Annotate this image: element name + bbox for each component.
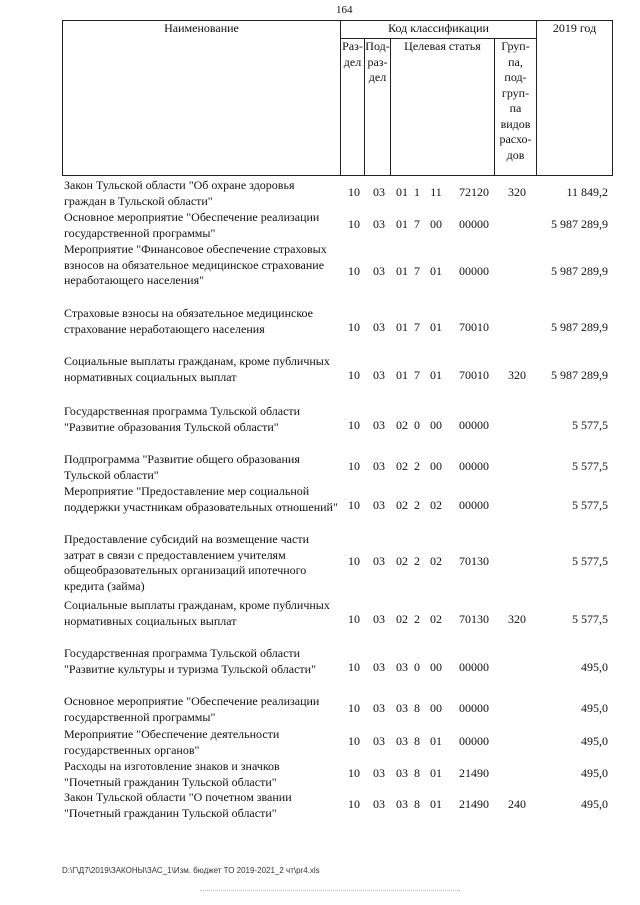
row-name: Страховые взносы на обязательное медицинское страхование неработающего населения [64, 306, 314, 336]
row-podrazdel: 03 [373, 217, 385, 231]
row-target-d: 00000 [459, 498, 489, 512]
row-target-d: 70130 [459, 554, 489, 568]
row-target-a: 02 [396, 612, 408, 626]
row-name: Мероприятие "Предоставление мер социальной поддержки участникам образовательных отношений" [64, 484, 338, 514]
row-name: Основное мероприятие "Обеспечение реализации государственной программы" [64, 694, 320, 724]
row-value: 11 849,2 [566, 185, 608, 199]
row-target-c: 00 [430, 459, 442, 473]
row-podrazdel: 03 [373, 185, 385, 199]
row-target-b: 0 [414, 660, 420, 674]
row-name: Социальные выплаты гражданам, кроме публичных нормативных социальных выплат [64, 598, 330, 628]
row-target-b: 8 [414, 734, 420, 748]
row-razdel: 10 [348, 612, 360, 626]
row-name: Подпрограмма "Развитие общего образования Тульской области" [64, 452, 300, 482]
header-year: 2019 год [537, 21, 613, 176]
row-target-d: 21490 [459, 797, 489, 811]
row-value: 5 577,5 [572, 498, 608, 512]
row-target-c: 01 [430, 797, 442, 811]
row-target-c: 02 [430, 612, 442, 626]
row-name: Расходы на изготовление знаков и значков "Почетный гражданин Тульской области" [64, 759, 280, 789]
row-target-b: 2 [414, 554, 420, 568]
row-target-d: 00000 [459, 217, 489, 231]
row-razdel: 10 [348, 217, 360, 231]
row-target-b: 2 [414, 612, 420, 626]
row-target-a: 01 [396, 320, 408, 334]
row-target-d: 21490 [459, 766, 489, 780]
row-target-c: 02 [430, 498, 442, 512]
header-name: Наименование [63, 21, 341, 176]
row-target-b: 8 [414, 797, 420, 811]
row-value: 495,0 [581, 701, 608, 715]
row-value: 495,0 [581, 766, 608, 780]
row-target-b: 2 [414, 459, 420, 473]
header-group: Груп- па, под- груп- па видов расхо- дов [495, 39, 537, 176]
row-target-a: 02 [396, 459, 408, 473]
row-razdel: 10 [348, 368, 360, 382]
row-value: 5 987 289,9 [551, 320, 608, 334]
row-podrazdel: 03 [373, 766, 385, 780]
row-name: Предоставление субсидий на возмещение части затрат в связи с предоставлением учителям общеобразовательных организаций ипотечного кредита (займа) [64, 532, 309, 593]
row-razdel: 10 [348, 459, 360, 473]
row-target-d: 00000 [459, 734, 489, 748]
row-target-c: 01 [430, 320, 442, 334]
row-podrazdel: 03 [373, 797, 385, 811]
row-target-a: 01 [396, 185, 408, 199]
header-podrazdel: Под- раз- дел [365, 39, 391, 176]
row-target-a: 03 [396, 701, 408, 715]
row-target-d: 70130 [459, 612, 489, 626]
row-target-a: 03 [396, 734, 408, 748]
row-target-a: 02 [396, 498, 408, 512]
row-podrazdel: 03 [373, 498, 385, 512]
row-group: 320 [508, 612, 526, 626]
row-razdel: 10 [348, 498, 360, 512]
row-target-d: 00000 [459, 701, 489, 715]
row-target-d: 70010 [459, 320, 489, 334]
row-target-c: 02 [430, 554, 442, 568]
row-target-b: 2 [414, 498, 420, 512]
table-header [62, 20, 613, 176]
row-name: Социальные выплаты гражданам, кроме публичных нормативных социальных выплат [64, 354, 330, 384]
row-target-d: 72120 [459, 185, 489, 199]
row-value: 5 987 289,9 [551, 264, 608, 278]
row-podrazdel: 03 [373, 418, 385, 432]
row-podrazdel: 03 [373, 660, 385, 674]
row-podrazdel: 03 [373, 612, 385, 626]
row-razdel: 10 [348, 734, 360, 748]
row-razdel: 10 [348, 418, 360, 432]
row-value: 5 577,5 [572, 612, 608, 626]
row-razdel: 10 [348, 264, 360, 278]
row-value: 495,0 [581, 734, 608, 748]
row-target-d: 70010 [459, 368, 489, 382]
row-group: 320 [508, 185, 526, 199]
row-value: 5 577,5 [572, 418, 608, 432]
row-target-c: 00 [430, 701, 442, 715]
row-target-b: 7 [414, 368, 420, 382]
row-target-c: 01 [430, 264, 442, 278]
header-razdel: Раз- дел [341, 39, 365, 176]
row-target-a: 03 [396, 766, 408, 780]
row-target-b: 7 [414, 264, 420, 278]
row-target-a: 02 [396, 554, 408, 568]
row-value: 495,0 [581, 797, 608, 811]
row-target-b: 8 [414, 766, 420, 780]
row-name: Закон Тульской области "О почетном звании "Почетный гражданин Тульской области" [64, 790, 292, 820]
row-value: 5 577,5 [572, 554, 608, 568]
row-razdel: 10 [348, 766, 360, 780]
row-target-a: 03 [396, 660, 408, 674]
row-target-c: 01 [430, 368, 442, 382]
row-target-d: 00000 [459, 418, 489, 432]
row-value: 5 987 289,9 [551, 368, 608, 382]
row-target-a: 01 [396, 217, 408, 231]
row-group: 320 [508, 368, 526, 382]
row-value: 5 987 289,9 [551, 217, 608, 231]
row-value: 5 577,5 [572, 459, 608, 473]
row-target-b: 7 [414, 320, 420, 334]
row-name: Мероприятие "Финансовое обеспечение страховых взносов на обязательное медицинское страхование неработающего населения" [64, 242, 327, 287]
row-group: 240 [508, 797, 526, 811]
row-podrazdel: 03 [373, 734, 385, 748]
row-value: 495,0 [581, 660, 608, 674]
row-target-a: 02 [396, 418, 408, 432]
row-target-d: 00000 [459, 459, 489, 473]
row-podrazdel: 03 [373, 554, 385, 568]
row-target-b: 7 [414, 217, 420, 231]
page-number: 164 [336, 4, 353, 16]
row-target-c: 00 [430, 217, 442, 231]
row-podrazdel: 03 [373, 368, 385, 382]
row-name: Основное мероприятие "Обеспечение реализации государственной программы" [64, 210, 320, 240]
row-razdel: 10 [348, 554, 360, 568]
row-target-b: 0 [414, 418, 420, 432]
row-target-b: 8 [414, 701, 420, 715]
row-target-a: 01 [396, 264, 408, 278]
row-razdel: 10 [348, 185, 360, 199]
row-name: Мероприятие "Обеспечение деятельности государственных органов" [64, 727, 280, 757]
row-name: Государственная программа Тульской области "Развитие культуры и туризма Тульской области" [64, 646, 316, 676]
page-edge-line [200, 890, 460, 891]
header-classification: Код классификации [341, 21, 537, 39]
row-target-b: 1 [414, 185, 420, 199]
row-name: Закон Тульской области "Об охране здоровья граждан в Тульской области" [64, 178, 295, 208]
row-target-c: 01 [430, 766, 442, 780]
row-razdel: 10 [348, 701, 360, 715]
row-target-d: 00000 [459, 660, 489, 674]
header-target: Целевая статья [391, 39, 495, 176]
row-target-c: 01 [430, 734, 442, 748]
row-razdel: 10 [348, 320, 360, 334]
row-name: Государственная программа Тульской области "Развитие образования Тульской области" [64, 404, 301, 434]
row-razdel: 10 [348, 797, 360, 811]
row-podrazdel: 03 [373, 701, 385, 715]
row-target-d: 00000 [459, 264, 489, 278]
row-podrazdel: 03 [373, 264, 385, 278]
row-razdel: 10 [348, 660, 360, 674]
row-podrazdel: 03 [373, 320, 385, 334]
row-target-a: 01 [396, 368, 408, 382]
row-target-c: 11 [430, 185, 442, 199]
row-target-a: 03 [396, 797, 408, 811]
footer-file-path: D:\Г\Д7\2019\ЗАКОНЫ\ЗАС_1\Изм. бюджет ТО 2019-2021_2 чт\pr4.xls [62, 866, 320, 875]
row-podrazdel: 03 [373, 459, 385, 473]
row-target-c: 00 [430, 660, 442, 674]
row-target-c: 00 [430, 418, 442, 432]
